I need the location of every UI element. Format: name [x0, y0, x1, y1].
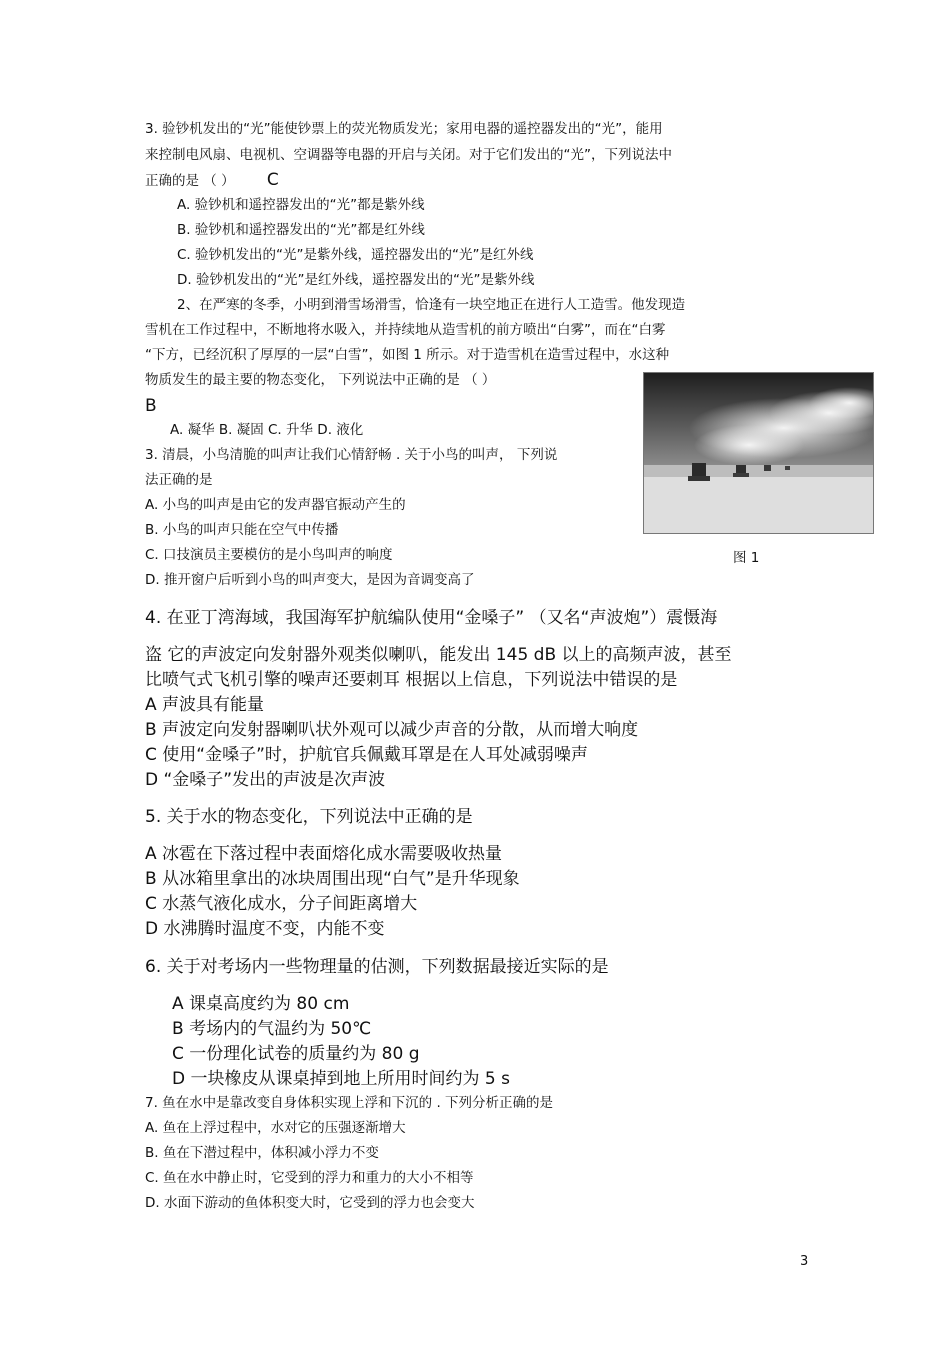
- q3a-option-d: D. 验钞机发出的“光”是红外线，遥控器发出的“光”是紫外线: [177, 272, 535, 288]
- q5-option-b: B 从冰箱里拿出的冰块周围出现“白气”是升华现象: [145, 869, 520, 889]
- q4-option-a: A 声波具有能量: [145, 695, 265, 715]
- q4-stem-line-2: 盗 它的声波定向发射器外观类似喇叭，能发出 145 dB 以上的高频声波，甚至: [145, 645, 732, 665]
- q5-stem: 5. 关于水的物态变化，下列说法中正确的是: [145, 807, 473, 827]
- q3a-answer: C: [266, 170, 279, 190]
- q7-option-b: B. 鱼在下潜过程中，体积减小浮力不变: [145, 1145, 379, 1161]
- q3b-stem-line-2: 法正确的是: [145, 472, 213, 488]
- figure-caption: 图 1: [733, 550, 760, 566]
- q3b-stem-line-1: 3. 清晨，小鸟清脆的叫声让我们心情舒畅 . 关于小鸟的叫声， 下列说: [145, 447, 558, 463]
- q3b-option-d: D. 推开窗户后听到小鸟的叫声变大，是因为音调变高了: [145, 572, 475, 588]
- q7-option-a: A. 鱼在上浮过程中，水对它的压强逐渐增大: [145, 1120, 406, 1136]
- snow-machine-photo-drawing: [644, 373, 873, 533]
- q7-option-c: C. 鱼在水中静止时，它受到的浮力和重力的大小不相等: [145, 1170, 474, 1186]
- q3b-option-c: C. 口技演员主要模仿的是小鸟叫声的响度: [145, 547, 393, 563]
- q2-line-1: 2、在严寒的冬季，小明到滑雪场滑雪，恰逢有一块空地正在进行人工造雪。他发现造: [177, 297, 686, 313]
- q4-option-d: D “金嗓子”发出的声波是次声波: [145, 770, 386, 790]
- q3a-option-c: C. 验钞机发出的“光”是紫外线，遥控器发出的“光”是红外线: [177, 247, 534, 263]
- q3a-stem-line-1: 3. 验钞机发出的“光”能使钞票上的荧光物质发光；家用电器的遥控器发出的“光”，能用: [145, 121, 663, 137]
- q4-stem-line-3: 比喷气式飞机引擎的噪声还要刺耳 根据以上信息，下列说法中错误的是: [145, 670, 678, 690]
- q3b-option-a: A. 小鸟的叫声是由它的发声器官振动产生的: [145, 497, 406, 513]
- q3a-option-b: B. 验钞机和遥控器发出的“光”都是红外线: [177, 222, 425, 238]
- q5-option-a: A 冰雹在下落过程中表面熔化成水需要吸收热量: [145, 844, 503, 864]
- q3a-option-a: A. 验钞机和遥控器发出的“光”都是紫外线: [177, 197, 425, 213]
- q5-option-d: D 水沸腾时温度不变，内能不变: [145, 919, 385, 939]
- q7-option-d: D. 水面下游动的鱼体积变大时，它受到的浮力也会变大: [145, 1195, 475, 1211]
- page-number: 3: [800, 1254, 809, 1269]
- q4-stem-line-1: 4. 在亚丁湾海域，我国海军护航编队使用“金嗓子” （又名“声波炮”）震慑海: [145, 608, 718, 628]
- q7-stem: 7. 鱼在水中是靠改变自身体积实现上浮和下沉的 . 下列分析正确的是: [145, 1095, 554, 1111]
- q2-line-2: 雪机在工作过程中，不断地将水吸入，并持续地从造雪机的前方喷出“白雾”，而在“白雾: [145, 322, 666, 338]
- q6-stem: 6. 关于对考场内一些物理量的估测，下列数据最接近实际的是: [145, 957, 609, 977]
- q5-option-c: C 水蒸气液化成水，分子间距离增大: [145, 894, 418, 914]
- q3b-option-b: B. 小鸟的叫声只能在空气中传播: [145, 522, 339, 538]
- q3a-stem-line-2: 来控制电风扇、电视机、空调器等电器的开启与关闭。对于它们发出的“光”，下列说法中: [145, 147, 672, 163]
- q6-option-c: C 一份理化试卷的质量约为 80 g: [172, 1044, 420, 1064]
- q3a-stem-line-3: [145, 171, 279, 190]
- q6-option-b: B 考场内的气温约为 50℃: [172, 1019, 372, 1039]
- q4-option-c: C 使用“金嗓子”时，护航官兵佩戴耳罩是在人耳处减弱噪声: [145, 745, 588, 765]
- q2-answer: B: [145, 396, 157, 416]
- q4-option-b: B 声波定向发射器喇叭状外观可以减少声音的分散，从而增大响度: [145, 720, 639, 740]
- q2-options: A. 凝华 B. 凝固 C. 升华 D. 液化: [170, 422, 364, 438]
- q6-option-a: A 课桌高度约为 80 cm: [172, 994, 350, 1014]
- q2-line-3: “下方，已经沉积了厚厚的一层“白雪”，如图 1 所示。对于造雪机在造雪过程中，水这种: [145, 347, 670, 363]
- snow-machine-photo: [643, 372, 874, 534]
- q2-line-4: 物质发生的最主要的物态变化， 下列说法中正确的是 （ ）: [145, 372, 496, 388]
- q6-option-d: D 一块橡皮从课桌掉到地上所用时间约为 5 s: [172, 1069, 510, 1089]
- q3a-stem-text: 正确的是 （ ）: [145, 173, 235, 189]
